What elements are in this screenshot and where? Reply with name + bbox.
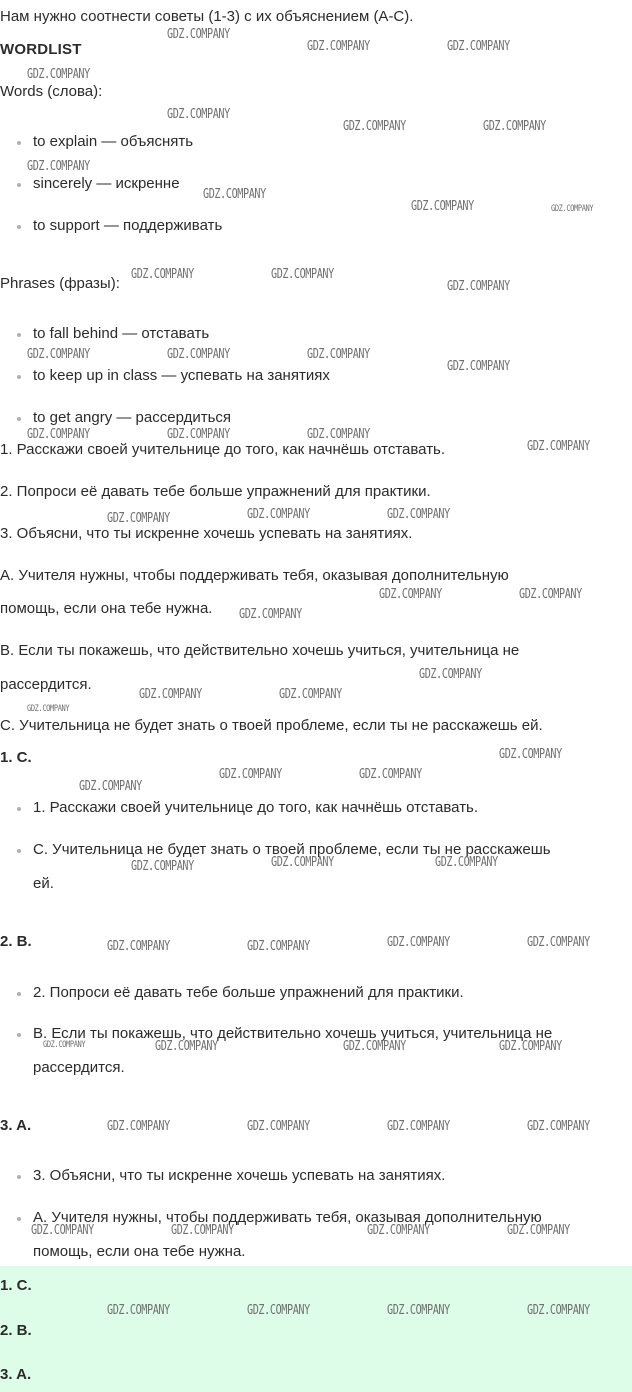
watermark: GDZ.COMPANY: [499, 747, 562, 762]
watermark: GDZ.COMPANY: [27, 159, 90, 174]
watermark: GDZ.COMPANY: [27, 427, 90, 442]
watermark: GDZ.COMPANY: [447, 39, 510, 54]
words-label: Words (слова):: [0, 83, 103, 100]
watermark: GDZ.COMPANY: [343, 1039, 406, 1054]
watermark: GDZ.COMPANY: [203, 187, 266, 202]
watermark: GDZ.COMPANY: [387, 507, 450, 522]
watermark: GDZ.COMPANY: [239, 607, 302, 622]
watermark: GDZ.COMPANY: [43, 1040, 86, 1050]
watermark: GDZ.COMPANY: [307, 39, 370, 54]
watermark: GDZ.COMPANY: [419, 667, 482, 682]
watermark: GDZ.COMPANY: [519, 587, 582, 602]
answer-3: 3. A.: [0, 1366, 32, 1383]
watermark: GDZ.COMPANY: [527, 439, 590, 454]
explanation-b-line-1: B. Если ты покажешь, что действительно хочешь учиться, учительница не: [0, 642, 520, 659]
watermark: GDZ.COMPANY: [167, 427, 230, 442]
watermark: GDZ.COMPANY: [107, 1303, 170, 1318]
watermark: GDZ.COMPANY: [247, 1303, 310, 1318]
watermark: GDZ.COMPANY: [527, 1303, 590, 1318]
watermark: GDZ.COMPANY: [307, 427, 370, 442]
watermark: GDZ.COMPANY: [447, 279, 510, 294]
answer-1: 1. C.: [0, 1277, 32, 1294]
match-2-explanation: B. Если ты покажешь, что действительно хочешь учиться, учительница не: [20, 1025, 539, 1043]
watermark: GDZ.COMPANY: [387, 935, 450, 950]
watermark: GDZ.COMPANY: [271, 267, 334, 282]
match-2-tip: 2. Попроси её давать тебе больше упражнений для практики.: [20, 984, 451, 1002]
phrase-item: to get angry — рассердиться: [20, 409, 218, 427]
watermark: GDZ.COMPANY: [307, 347, 370, 362]
watermark: GDZ.COMPANY: [387, 1303, 450, 1318]
watermark: GDZ.COMPANY: [131, 267, 194, 282]
watermark: GDZ.COMPANY: [247, 1119, 310, 1134]
watermark: GDZ.COMPANY: [447, 359, 510, 374]
match-1-tip: 1. Расскажи своей учительнице до того, как начнёшь отставать.: [20, 799, 465, 817]
watermark: GDZ.COMPANY: [107, 511, 170, 526]
watermark: GDZ.COMPANY: [27, 67, 90, 82]
match-3-tip: 3. Объясни, что ты искренне хочешь успевать на занятиях.: [20, 1167, 432, 1185]
watermark: GDZ.COMPANY: [483, 119, 546, 134]
tip-2: 2. Попроси её давать тебе больше упражнений для практики.: [0, 483, 431, 500]
watermark: GDZ.COMPANY: [379, 587, 442, 602]
watermark: GDZ.COMPANY: [139, 687, 202, 702]
watermark: GDZ.COMPANY: [247, 507, 310, 522]
match-1-heading: 1. C.: [0, 749, 32, 766]
watermark: GDZ.COMPANY: [271, 855, 334, 870]
watermark: GDZ.COMPANY: [167, 107, 230, 122]
match-3-heading: 3. A.: [0, 1117, 32, 1134]
watermark: GDZ.COMPANY: [359, 767, 422, 782]
intro-text: Нам нужно соотнести советы (1-3) с их объяснением (A-C).: [0, 8, 414, 25]
answer-block: [0, 1266, 632, 1392]
watermark: GDZ.COMPANY: [435, 855, 498, 870]
wordlist-heading: WORDLIST: [0, 41, 82, 58]
phrase-item: to fall behind — отставать: [20, 325, 196, 343]
match-3-explanation-continued: помощь, если она тебе нужна.: [33, 1243, 246, 1260]
word-item: to support — поддерживать: [20, 217, 209, 235]
phrases-label: Phrases (фразы):: [0, 275, 120, 292]
explanation-a-line-2: помощь, если она тебе нужна.: [0, 600, 213, 617]
watermark: GDZ.COMPANY: [343, 119, 406, 134]
watermark: GDZ.COMPANY: [387, 1119, 450, 1134]
watermark: GDZ.COMPANY: [107, 1119, 170, 1134]
match-1-explanation-continued: ей.: [33, 875, 54, 892]
word-item: sincerely — искренне: [20, 175, 167, 193]
word-item: to explain — объяснять: [20, 133, 180, 151]
explanation-b-line-2: рассердится.: [0, 676, 92, 693]
watermark: GDZ.COMPANY: [167, 347, 230, 362]
watermark: GDZ.COMPANY: [27, 704, 70, 714]
watermark: GDZ.COMPANY: [31, 1223, 94, 1238]
watermark: GDZ.COMPANY: [499, 1039, 562, 1054]
watermark: GDZ.COMPANY: [279, 687, 342, 702]
match-2-explanation-continued: рассердится.: [33, 1059, 125, 1076]
match-2-heading: 2. B.: [0, 933, 32, 950]
tip-1: 1. Расскажи своей учительнице до того, как начнёшь отставать.: [0, 441, 446, 458]
watermark: GDZ.COMPANY: [107, 939, 170, 954]
watermark: GDZ.COMPANY: [527, 1119, 590, 1134]
match-1-explanation: C. Учительница не будет знать о твоей проблеме, если ты не расскажешь: [20, 841, 538, 859]
phrase-item: to keep up in class — успевать на занятиях: [20, 367, 317, 385]
watermark: GDZ.COMPANY: [155, 1039, 218, 1054]
match-3-explanation: A. Учителя нужны, чтобы поддерживать тебя, оказывая дополнительную: [20, 1209, 529, 1227]
watermark: GDZ.COMPANY: [527, 935, 590, 950]
watermark: GDZ.COMPANY: [219, 767, 282, 782]
watermark: GDZ.COMPANY: [27, 347, 90, 362]
watermark: GDZ.COMPANY: [167, 27, 230, 42]
watermark: GDZ.COMPANY: [411, 199, 474, 214]
explanation-a-line-1: A. Учителя нужны, чтобы поддерживать тебя, оказывая дополнительную: [0, 567, 509, 584]
watermark: GDZ.COMPANY: [551, 204, 594, 214]
watermark: GDZ.COMPANY: [79, 779, 142, 794]
explanation-c: C. Учительница не будет знать о твоей проблеме, если ты не расскажешь ей.: [0, 717, 543, 734]
tip-3: 3. Объясни, что ты искренне хочешь успевать на занятиях.: [0, 525, 413, 542]
watermark: GDZ.COMPANY: [507, 1223, 570, 1238]
watermark: GDZ.COMPANY: [247, 939, 310, 954]
watermark: GDZ.COMPANY: [171, 1223, 234, 1238]
watermark: GDZ.COMPANY: [131, 859, 194, 874]
answer-2: 2. B.: [0, 1322, 32, 1339]
watermark: GDZ.COMPANY: [367, 1223, 430, 1238]
